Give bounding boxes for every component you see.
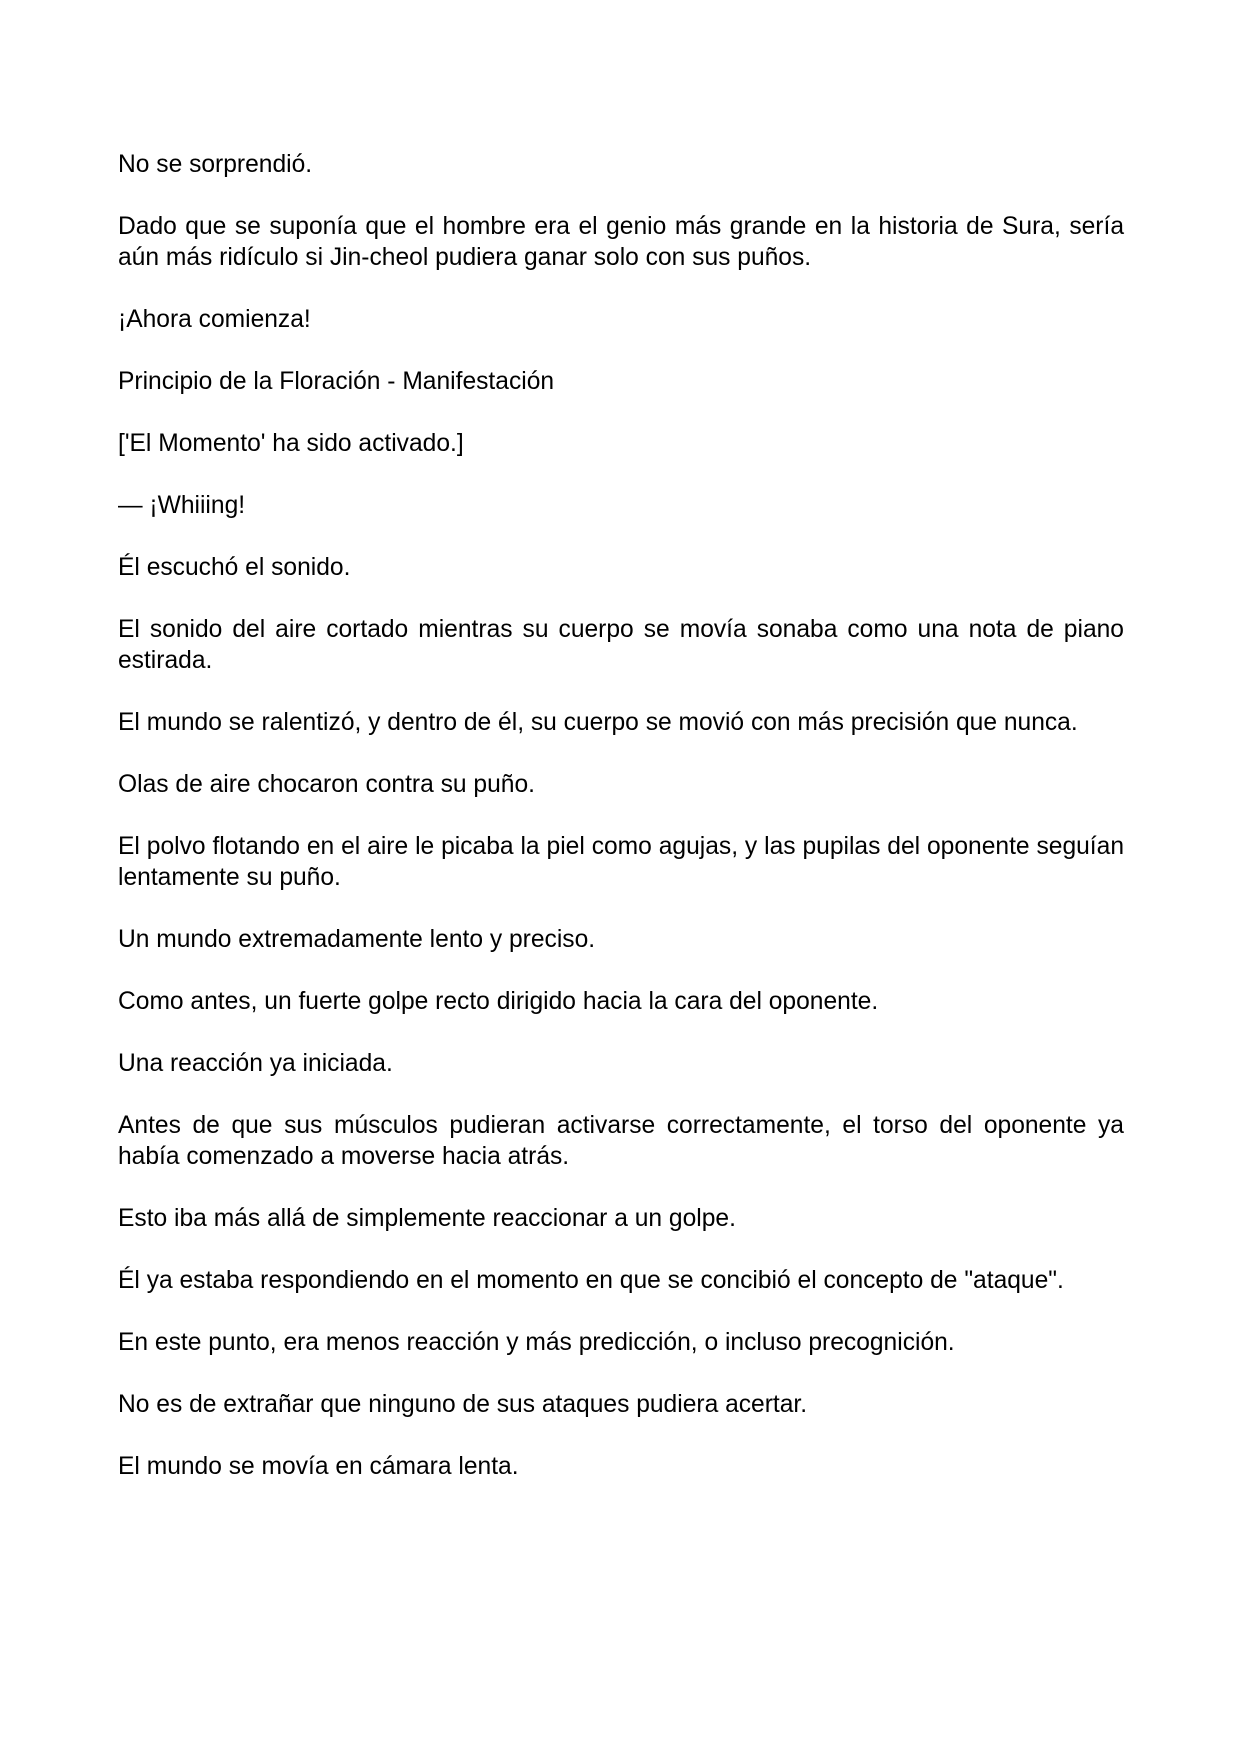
paragraph: — ¡Whiiing! — [118, 492, 246, 519]
paragraph: Él escuchó el sonido. — [118, 554, 351, 581]
paragraph: Olas de aire chocaron contra su puño. — [118, 771, 535, 798]
paragraph: El polvo flotando en el aire le picaba la piel como agujas, y las pupilas del oponente seguían lentamente su puño. — [118, 833, 1124, 891]
paragraph: No se sorprendió. — [118, 151, 313, 178]
paragraph: El mundo se ralentizó, y dentro de él, su cuerpo se movió con más precisión que nunca. — [118, 709, 1078, 736]
paragraph: Principio de la Floración - Manifestación — [118, 368, 555, 395]
paragraph: No es de extrañar que ninguno de sus ataques pudiera acertar. — [118, 1391, 808, 1418]
paragraph: El mundo se movía en cámara lenta. — [118, 1453, 519, 1480]
paragraph: Esto iba más allá de simplemente reaccionar a un golpe. — [118, 1205, 736, 1232]
paragraph: Como antes, un fuerte golpe recto dirigido hacia la cara del oponente. — [118, 988, 879, 1015]
paragraph: Él ya estaba respondiendo en el momento en que se concibió el concepto de "ataque". — [118, 1267, 1064, 1294]
body-text — [118, 149, 1124, 1513]
paragraph: En este punto, era menos reacción y más predicción, o incluso precognición. — [118, 1329, 955, 1356]
paragraph: ['El Momento' ha sido activado.] — [118, 430, 464, 457]
paragraph: ¡Ahora comienza! — [118, 306, 311, 333]
paragraph: Una reacción ya iniciada. — [118, 1050, 393, 1077]
paragraph: Un mundo extremadamente lento y preciso. — [118, 926, 596, 953]
paragraph: Dado que se suponía que el hombre era el genio más grande en la historia de Sura, sería aún más ridículo si Jin-cheol pudiera ganar solo con sus puños. — [118, 213, 1124, 271]
paragraph: Antes de que sus músculos pudieran activarse correctamente, el torso del oponente ya había comenzado a moverse hacia atrás. — [118, 1112, 1124, 1170]
paragraph: El sonido del aire cortado mientras su cuerpo se movía sonaba como una nota de piano estirada. — [118, 616, 1124, 674]
